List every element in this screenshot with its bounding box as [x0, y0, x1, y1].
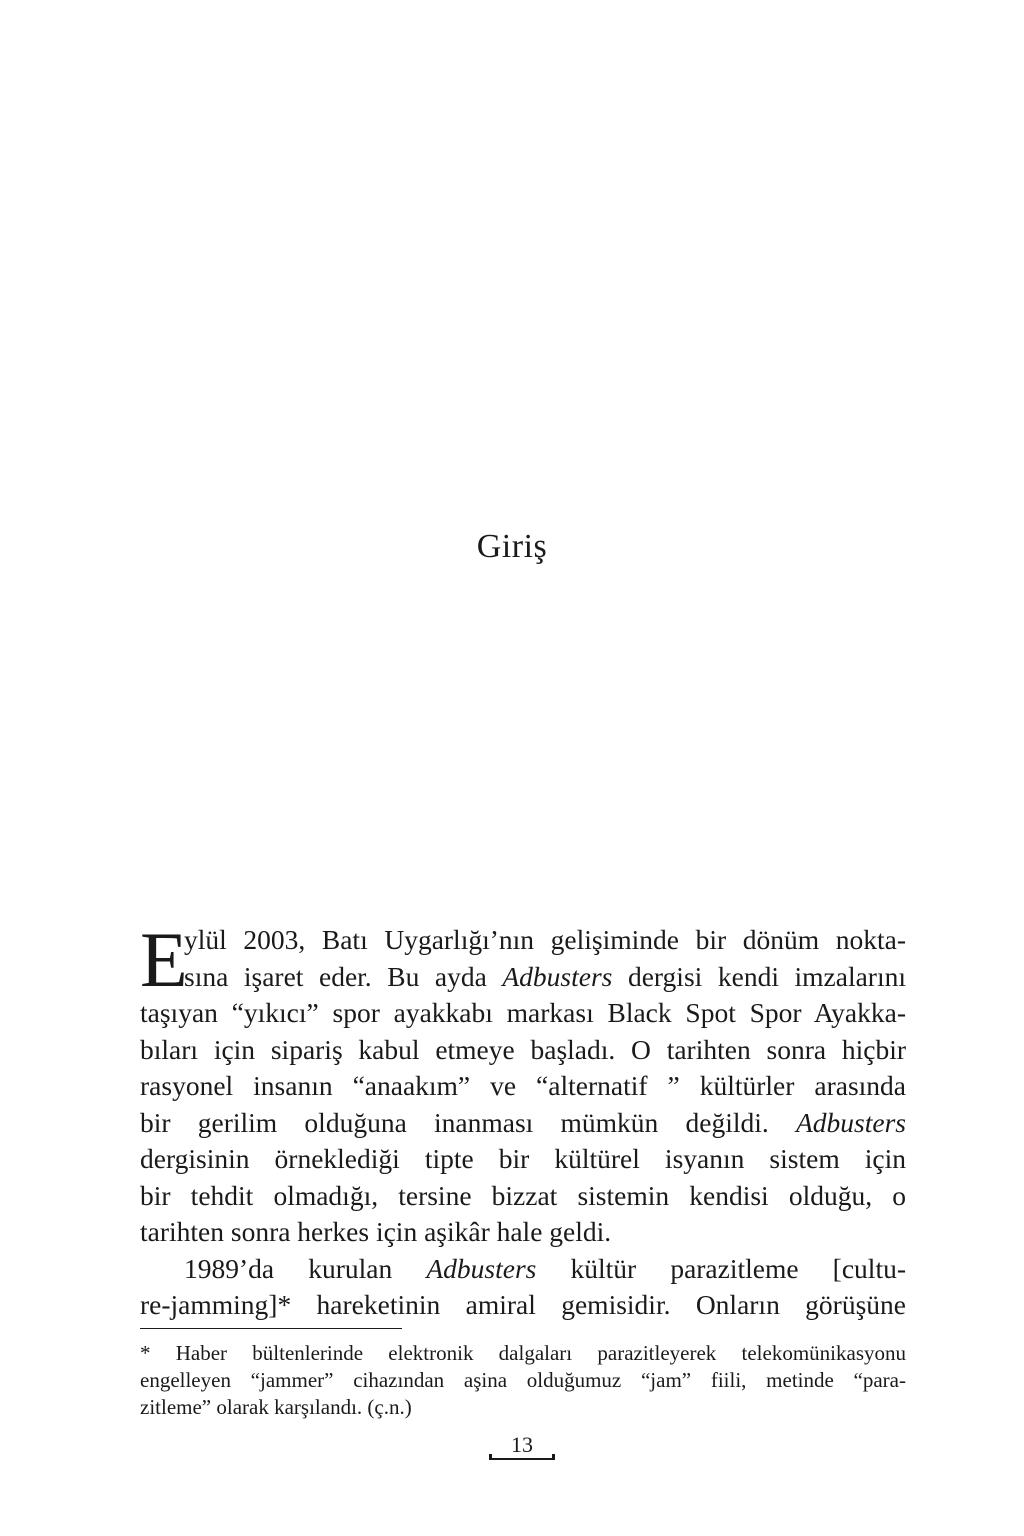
footnote-line-1: * Haber bültenlerinde elektronik dalgaları parazitleyerek telekomünikasyonu [140, 1341, 906, 1365]
page-number-rule [489, 1458, 555, 1460]
body-line-8: bir tehdit olmadığı, tersine bizzat sistemin kendisi olduğu, o [140, 1179, 906, 1211]
footnote-line-3: zitleme” olarak karşılandı. (ç.n.) [140, 1395, 412, 1419]
page-number: 13 [511, 1432, 533, 1457]
page-number-block [489, 1432, 555, 1462]
body-line-1: ylül 2003, Batı Uygarlığı’nın gelişiminde bir dönüm nokta- [184, 924, 906, 955]
chapter-title: Giriş [476, 528, 548, 565]
body-line-10: 1989’da kurulan Adbusters kültür parazitleme [cultu- [184, 1252, 906, 1284]
footnote [140, 1340, 906, 1421]
body-line-9: tarihten sonra herkes için aşikâr hale geldi. [140, 1216, 612, 1247]
footnote-divider [140, 1328, 402, 1329]
body-line-5: rasyonel insanın “anaakım” ve “alternatif ” kültürler arasında [140, 1070, 906, 1101]
body-line-3: taşıyan “yıkıcı” spor ayakkabı markası Black Spot Spor Ayakka- [140, 997, 906, 1028]
body-line-7: dergisinin örneklediği tipte bir kültürel isyanın sistem için [140, 1143, 906, 1174]
body-line-4: bıları için sipariş kabul etmeye başladı. O tarihten sonra hiçbir [140, 1033, 906, 1065]
drop-cap: E [140, 916, 188, 1003]
body-text [140, 916, 906, 1324]
body-line-11: re-jamming]* hareketinin amiral gemisidir. Onların görüşüne [140, 1289, 906, 1320]
body-line-2: sına işaret eder. Bu ayda Adbusters dergisi kendi imzalarını [184, 960, 906, 992]
body-line-6: bir gerilim olduğuna inanması mümkün değildi. Adbusters [140, 1106, 906, 1138]
footnote-line-2: engelleyen “jammer” cihazından aşina olduğumuz “jam” fiili, metinde “para- [140, 1368, 906, 1392]
